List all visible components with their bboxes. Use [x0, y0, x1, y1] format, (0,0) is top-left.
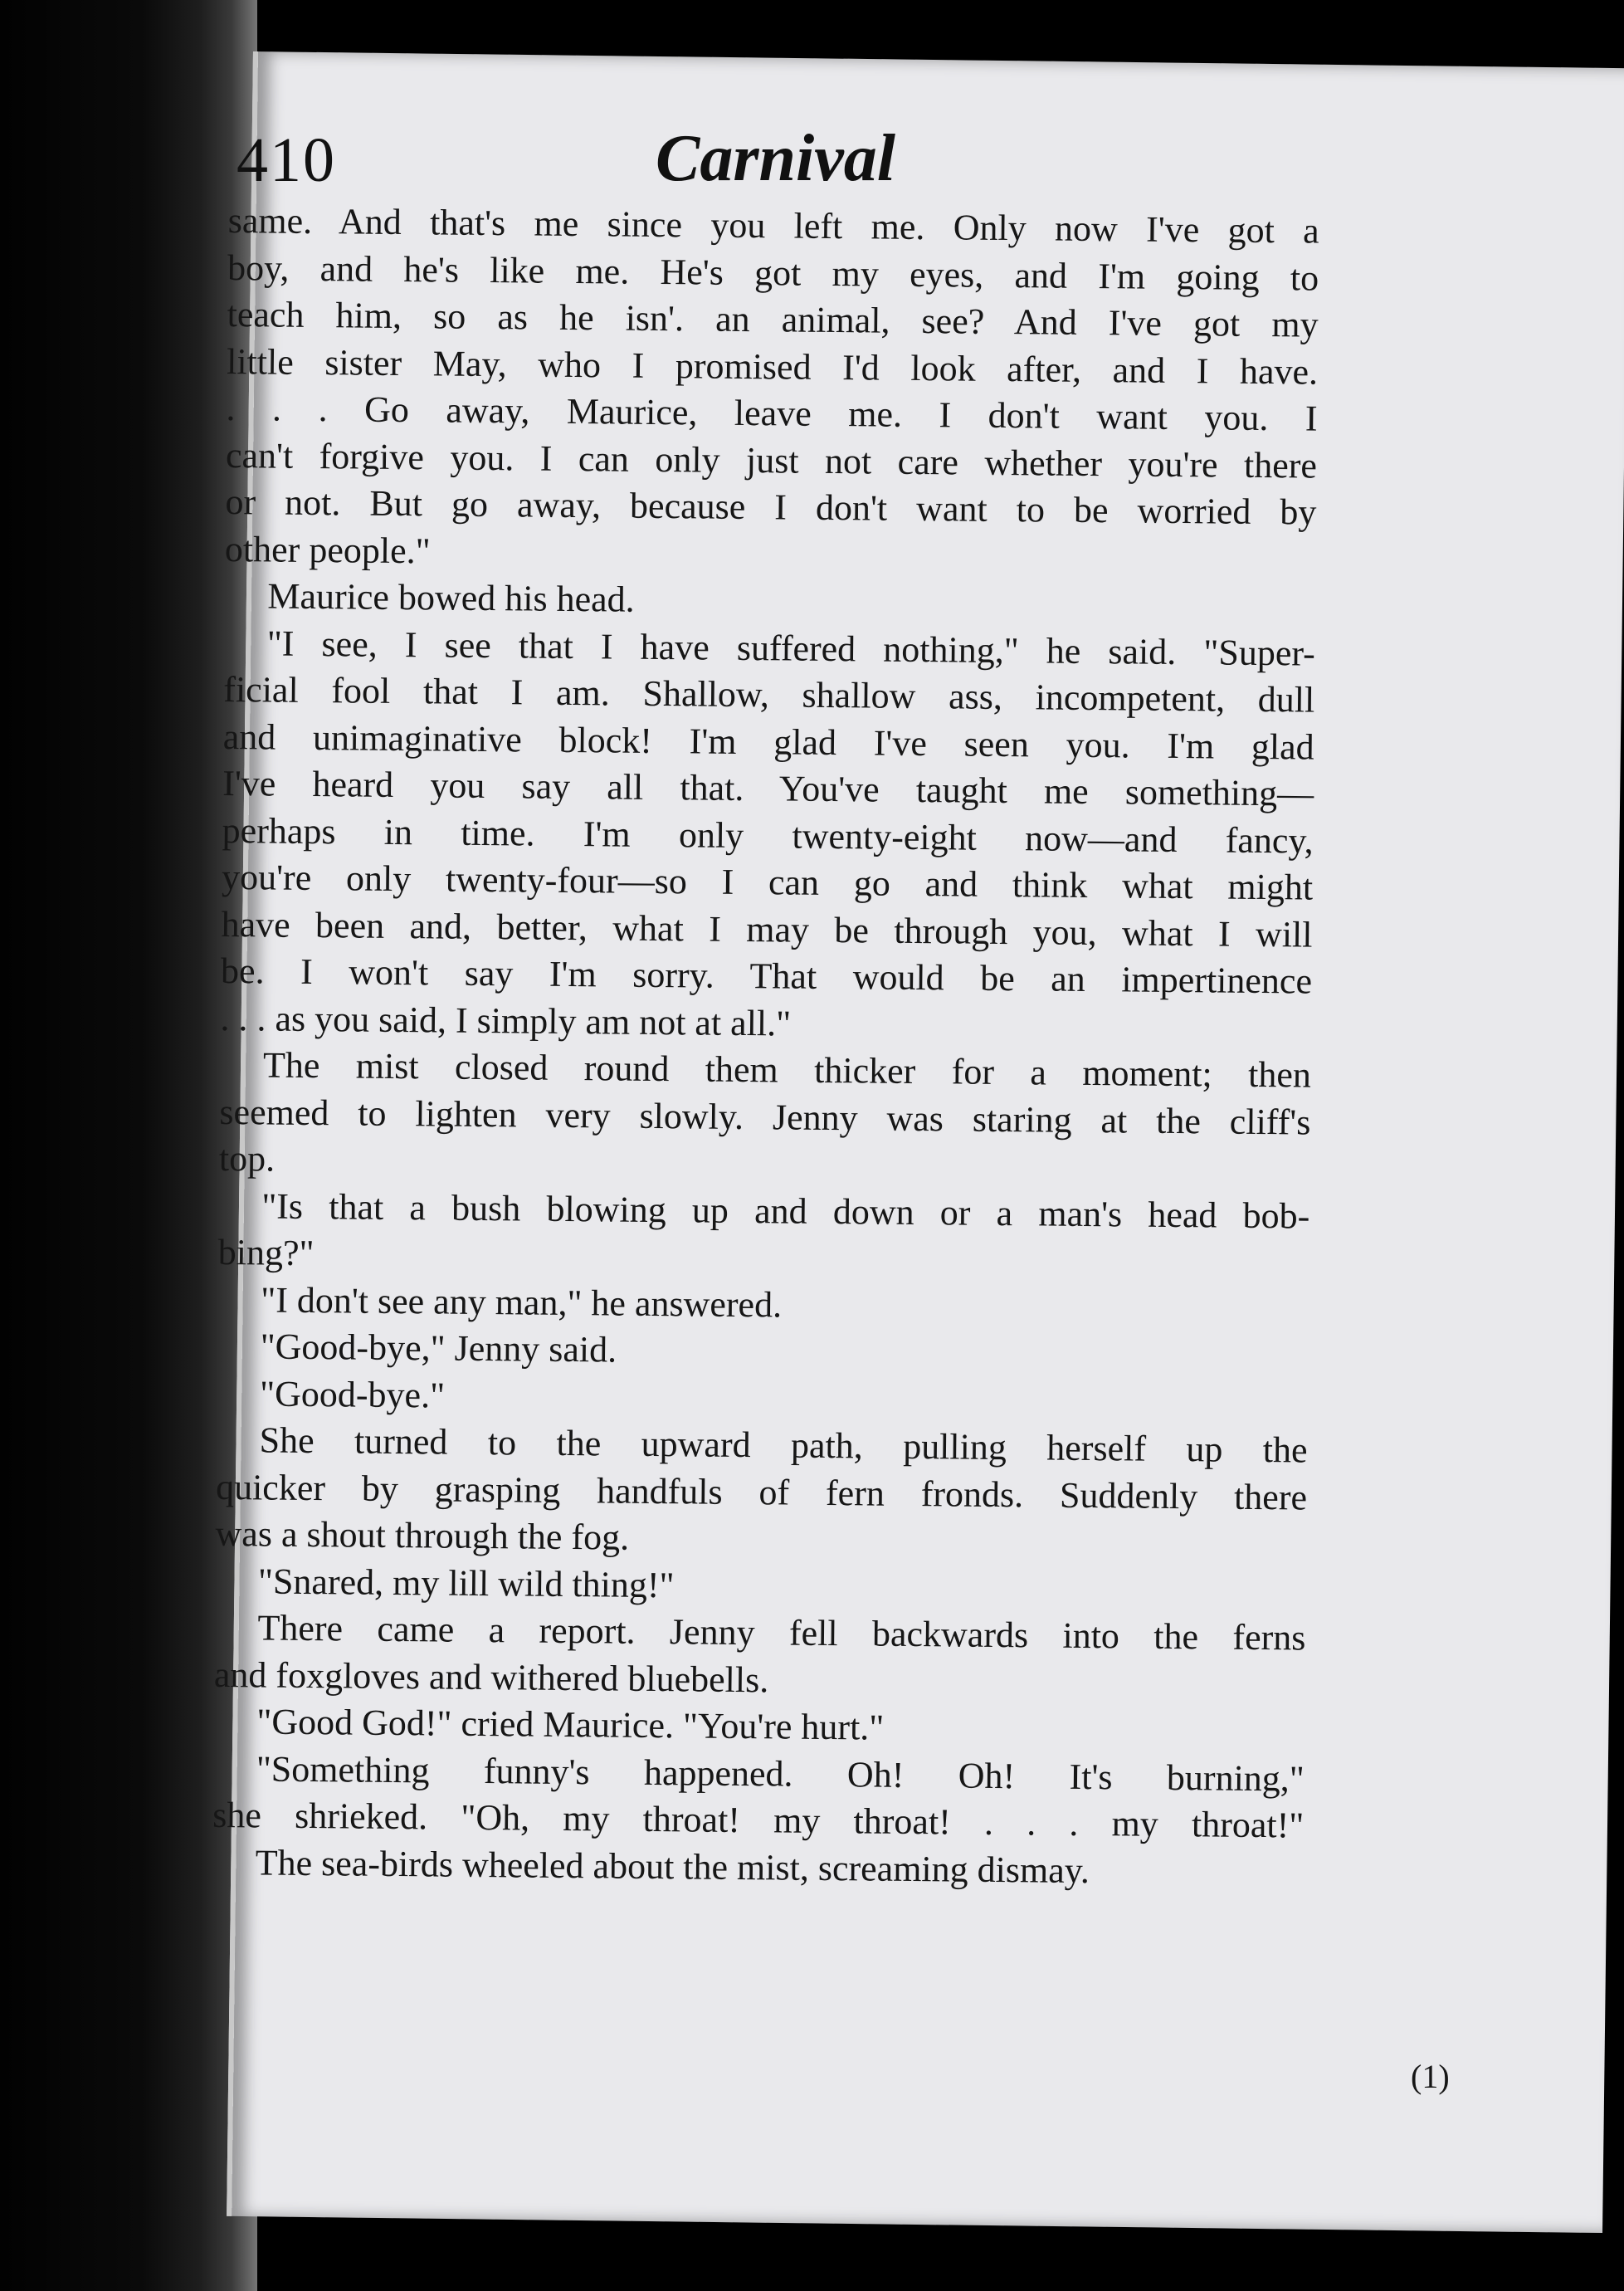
text-line: have been and, better, what I may be through you, what I will: [221, 903, 1313, 955]
text-line: "Good-bye," Jenny said.: [260, 1326, 617, 1370]
text-line: same. And that's me since you left me. Only now I've got a: [227, 199, 1319, 252]
text-line: she shrieked. "Oh, my throat! my throat! . . . my throat!": [212, 1794, 1305, 1846]
text-line: teach him, so as he isn'. an animal, see? And I've got my: [227, 293, 1319, 345]
text-line: bing?": [217, 1231, 315, 1274]
text-line: "I see, I see that I have suffered nothing," he said. "Super-: [266, 622, 1316, 674]
text-line: "Good-bye.": [259, 1372, 446, 1416]
text-line: "I don't see any man," he answered.: [261, 1278, 783, 1325]
text-line: The mist closed round them thicker for a moment; then: [262, 1044, 1312, 1096]
text-line: can't forgive you. I can only just not care whether you're there: [225, 434, 1318, 486]
text-line: quicker by grasping handfuls of fern fronds. Suddenly there: [215, 1466, 1308, 1518]
text-line: and unimaginative block! I'm glad I've seen you. I'm glad: [222, 716, 1314, 768]
page-header: [237, 122, 1315, 199]
text-line: or not. But go away, because I don't want to be worried by: [225, 481, 1317, 533]
text-line: "Is that a bush blowing up and down or a man's head bob-: [261, 1185, 1310, 1237]
text-line: The sea-birds wheeled about the mist, screaming dismay.: [255, 1841, 1090, 1891]
text-line: top.: [218, 1137, 276, 1180]
text-line: and foxgloves and withered bluebells.: [213, 1654, 769, 1700]
text-line: ficial fool that I am. Shallow, shallow ass, incompetent, dull: [223, 668, 1315, 721]
text-line: was a shout through the fog.: [215, 1512, 630, 1558]
text-line: other people.": [224, 528, 431, 571]
text-line: "Something funny's happened. Oh! Oh! It's burning,": [256, 1747, 1305, 1800]
text-line: . . . as you said, I simply am not at all.": [220, 997, 792, 1044]
text-line: be. I won't say I'm sorry. That would be an impertinence: [220, 950, 1313, 1002]
page-number: 410: [237, 125, 336, 195]
text-line: seemed to lighten very slowly. Jenny was staring at the cliff's: [219, 1091, 1311, 1143]
body-text: [212, 198, 1319, 1897]
text-line: boy, and he's like me. He's got my eyes, and I'm going to: [227, 247, 1319, 299]
text-line: perhaps in time. I'm only twenty-eight now—and fancy,: [222, 809, 1314, 862]
text-line: Maurice bowed his head.: [267, 575, 635, 620]
text-line: "Good God!" cried Maurice. "You're hurt.": [256, 1701, 885, 1748]
text-line: you're only twenty-four—so I can go and think what might: [221, 856, 1314, 908]
text-line: She turned to the upward path, pulling herself up the: [259, 1419, 1308, 1471]
signature-mark: (1): [1411, 2058, 1450, 2095]
text-line: . . . Go away, Maurice, leave me. I don't want you. I: [226, 387, 1318, 439]
running-title: Carnival: [656, 122, 895, 195]
text-line: There came a report. Jenny fell backwards into the ferns: [257, 1607, 1306, 1658]
text-line: "Snared, my lill wild thing!": [257, 1560, 675, 1605]
text-line: I've heard you say all that. You've taught me something—: [222, 762, 1314, 814]
text-line: little sister May, who I promised I'd look after, and I have.: [226, 340, 1319, 393]
